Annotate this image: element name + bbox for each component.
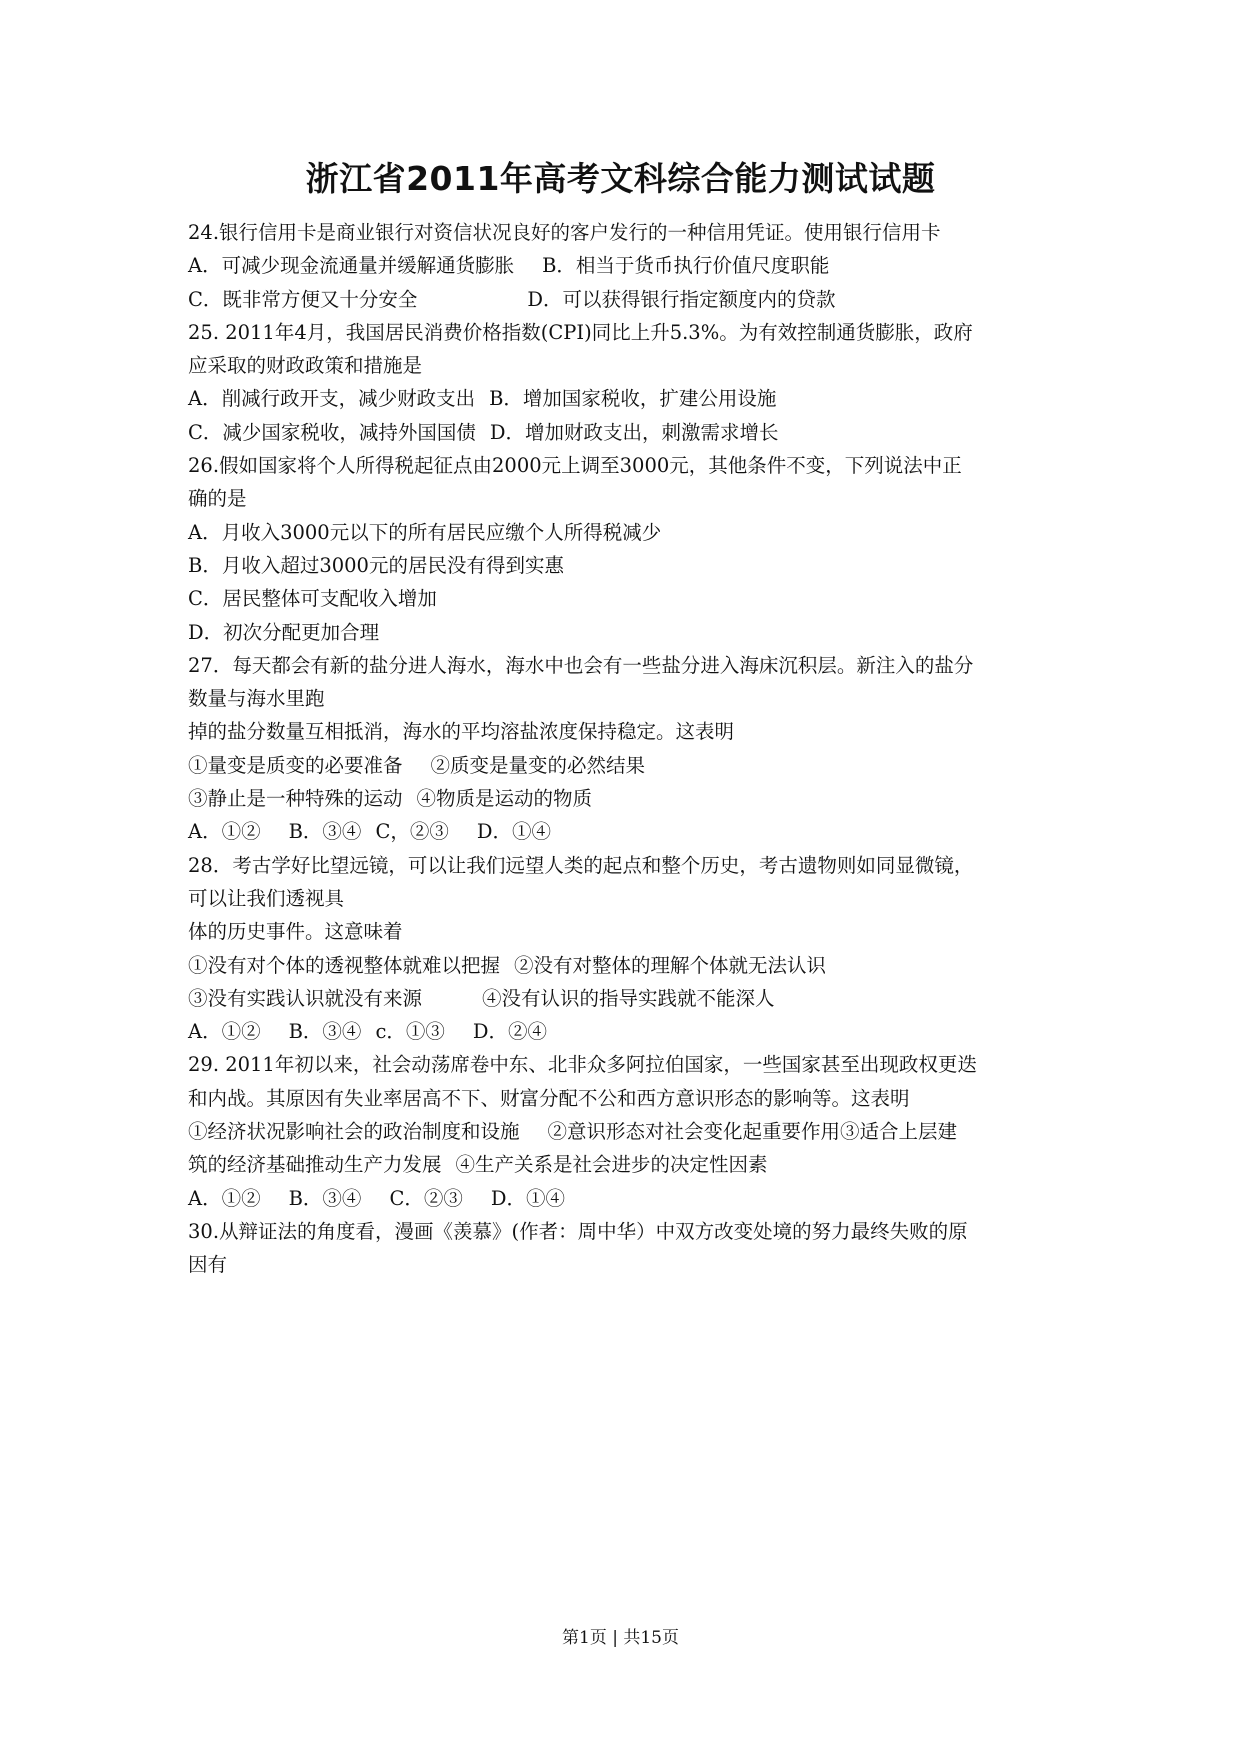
question-25-stem: 25. 2011年4月，我国居民消费价格指数(CPI)同比上升5.3%。为有效控制通货膨胀，政府 xyxy=(188,320,973,344)
page-footer: 第1页 | 共15页 xyxy=(562,1628,679,1648)
statement-text: ④没有认识的指导实践就不能深人 xyxy=(482,986,775,1010)
question-26-stem: 26.假如国家将个人所得税起征点由2000元上调至3000元，其他条件不变，下列说法中正 xyxy=(188,454,962,478)
question-25-options-row-2 xyxy=(188,416,1068,449)
question-29-stem: 和内战。其原因有失业率居高不下、财富分配不公和西方意识形态的影响等。这表明 xyxy=(188,1086,910,1110)
option-text: A．削减行政开支，减少财政支出 xyxy=(188,387,476,411)
question-content xyxy=(188,216,1068,1282)
document-title: 浙江省2011年高考文科综合能力测试试题 xyxy=(305,159,936,198)
question-24-stem: 24.银行信用卡是商业银行对资信状况良好的客户发行的一种信用凭证。使用银行信用卡 xyxy=(188,221,941,244)
option-text: A．①② xyxy=(188,1020,261,1044)
option-text: C．居民整体可支配收入增加 xyxy=(188,587,437,611)
question-26-stem: 确的是 xyxy=(188,487,247,511)
question-27-stem: 掉的盐分数量互相抵消，海水的平均溶盐浓度保持稳定。这表明 xyxy=(188,720,735,744)
question-24-options-row-2 xyxy=(188,283,1068,316)
option-text: C，②③ xyxy=(375,820,449,844)
option-text: B．月收入超过3000元的居民没有得到实惠 xyxy=(188,553,564,577)
question-29-options xyxy=(188,1182,1068,1215)
question-25-options-row-1 xyxy=(188,382,1068,415)
option-text: D．增加财政支出，刺激需求增长 xyxy=(489,420,779,444)
statement-text: ②质变是量变的必然结果 xyxy=(430,753,646,777)
question-28-options xyxy=(188,1015,1068,1048)
statement-text: ②意识形态对社会变化起重要作用③适合上层建 xyxy=(547,1120,958,1144)
statement-text: ③没有实践认识就没有来源 xyxy=(188,986,423,1010)
question-28-statements-row-1 xyxy=(188,949,1068,982)
option-text: D．可以获得银行指定额度内的贷款 xyxy=(527,287,836,311)
option-text: B．增加国家税收，扩建公用设施 xyxy=(489,387,777,411)
question-29-stem: 29. 2011年初以来，社会动荡席卷中东、北非众多阿拉伯国家，一些国家甚至出现政权更迭 xyxy=(188,1053,977,1077)
option-text: c．①③ xyxy=(375,1020,445,1044)
question-29-statements-row-2 xyxy=(188,1148,1068,1181)
option-text: B．③④ xyxy=(288,820,362,844)
option-text: C．②③ xyxy=(389,1186,463,1210)
option-text: C．既非常方便又十分安全 xyxy=(188,287,418,311)
question-27-options xyxy=(188,815,1068,848)
statement-text: ②没有对整体的理解个体就无法认识 xyxy=(514,953,827,977)
option-text: D．①④ xyxy=(490,1186,565,1210)
question-27-statements-row-1 xyxy=(188,749,1068,782)
question-28-stem: 28．考古学好比望远镜，可以让我们远望人类的起点和整个历史，考古遗物则如同显微镜， xyxy=(188,853,974,877)
question-27-stem: 数量与海水里跑 xyxy=(188,687,325,711)
statement-text: ①经济状况影响社会的政治制度和设施 xyxy=(188,1120,520,1144)
statement-text: 筑的经济基础推动生产力发展 xyxy=(188,1153,442,1177)
option-text: C．减少国家税收，减持外国国债 xyxy=(188,420,476,444)
question-28-statements-row-2 xyxy=(188,982,1068,1015)
option-text: B．相当于货币执行价值尺度职能 xyxy=(542,254,830,278)
question-27-statements-row-2 xyxy=(188,782,1068,815)
option-text: A．月收入3000元以下的所有居民应缴个人所得税减少 xyxy=(188,520,662,544)
question-27-stem: 27．每天都会有新的盐分进人海水，海水中也会有一些盐分进入海床沉积层。新注入的盐分 xyxy=(188,653,974,677)
option-text: A．①② xyxy=(188,820,261,844)
option-text: B．③④ xyxy=(288,1020,362,1044)
question-25-stem: 应采取的财政政策和措施是 xyxy=(188,354,423,378)
option-text: A．①② xyxy=(188,1186,261,1210)
statement-text: ①量变是质变的必要准备 xyxy=(188,753,403,777)
question-28-stem: 体的历史事件。这意味着 xyxy=(188,920,403,944)
question-24-options-row-1 xyxy=(188,249,1068,282)
question-30-stem: 因有 xyxy=(188,1253,228,1277)
question-28-stem: 可以让我们透视具 xyxy=(188,886,345,910)
statement-text: ④物质是运动的物质 xyxy=(416,787,593,811)
option-text: B．③④ xyxy=(288,1186,362,1210)
statement-text: ①没有对个体的透视整体就难以把握 xyxy=(188,953,501,977)
statement-text: ④生产关系是社会进步的决定性因素 xyxy=(455,1153,768,1177)
question-29-statements-row-1 xyxy=(188,1115,1068,1148)
statement-text: ③静止是一种特殊的运动 xyxy=(188,787,403,811)
question-30-stem: 30.从辩证法的角度看，漫画《羡慕》(作者：周中华）中双方改变处境的努力最终失败的原 xyxy=(188,1219,968,1243)
option-text: D．初次分配更加合理 xyxy=(188,620,380,644)
option-text: D．①④ xyxy=(476,820,551,844)
option-text: D．②④ xyxy=(472,1020,547,1044)
option-text: A．可减少现金流通量并缓解通货膨胀 xyxy=(188,254,515,278)
